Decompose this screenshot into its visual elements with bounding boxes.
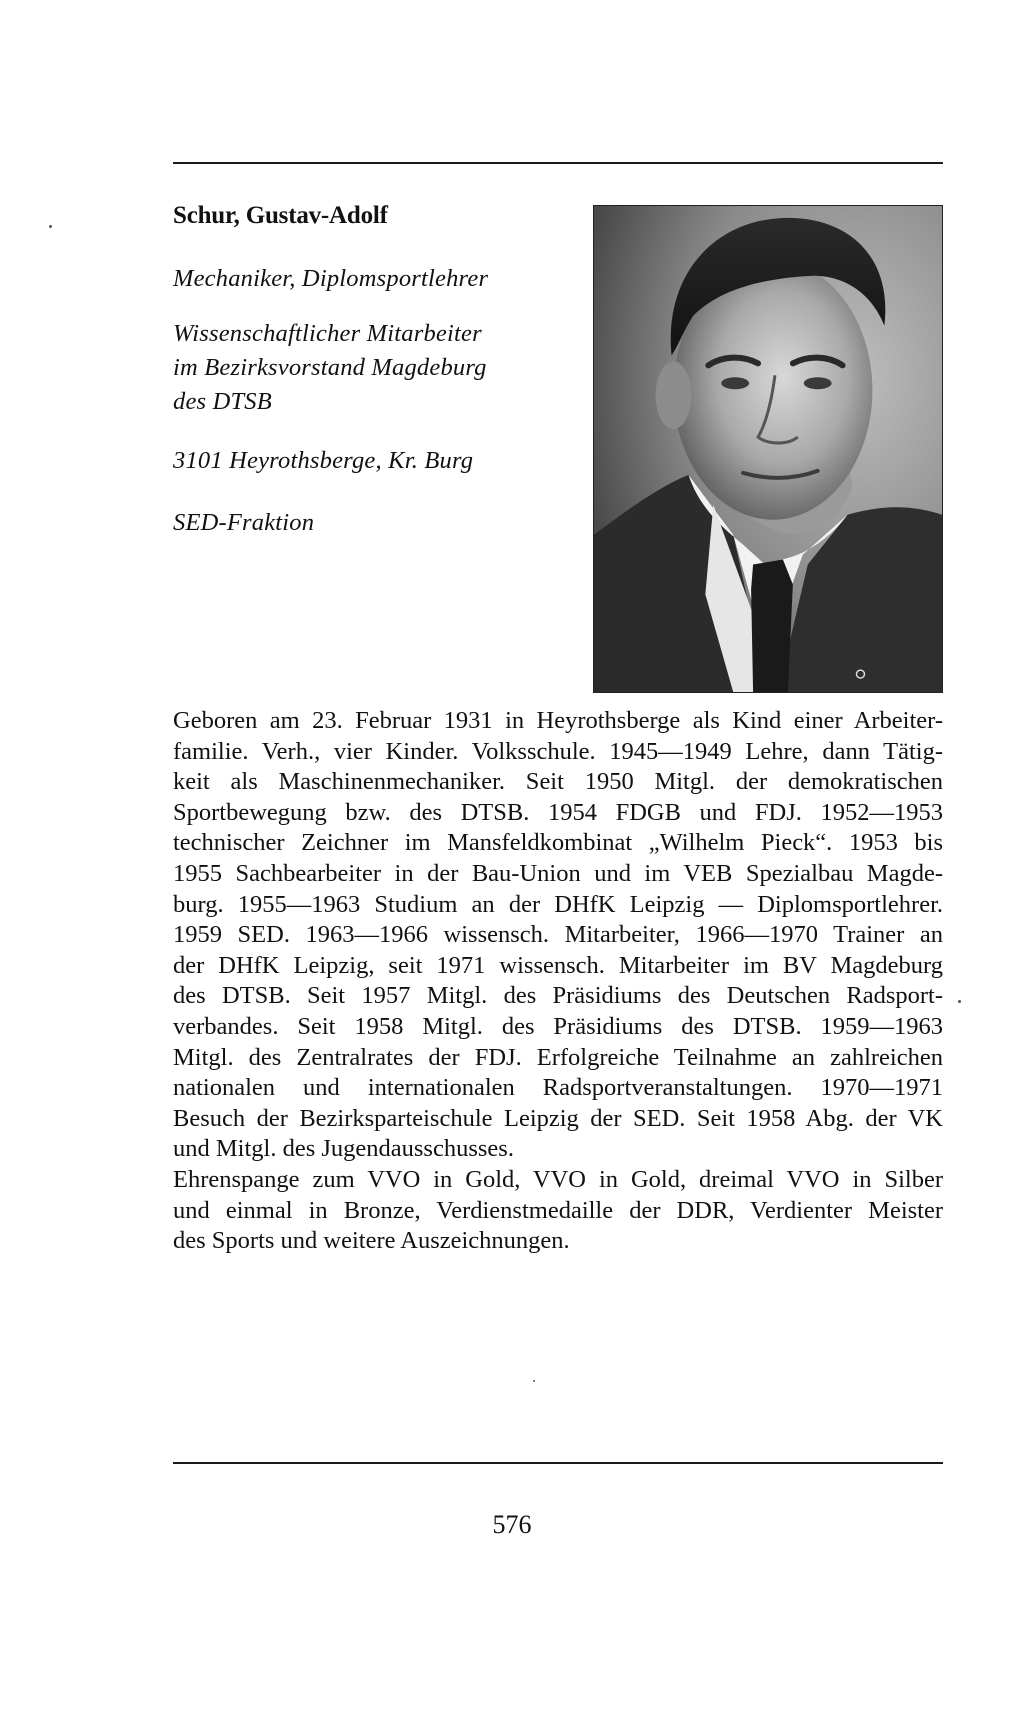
biography-line: 1955 Sachbearbeiter in der Bau-Union und im VEB Spezialbau Magde-	[173, 859, 943, 887]
biography-line: nationalen und internationalen Radsportveranstaltungen. 1970—1971	[173, 1074, 943, 1102]
biography-line: familie. Verh., vier Kinder. Volksschule. 1945—1949 Lehre, dann Tätig-	[173, 737, 943, 765]
biography-line: der DHfK Leipzig, seit 1971 wissensch. Mitarbeiter im BV Magdeburg	[173, 951, 943, 979]
biography-line: burg. 1955—1963 Studium an der DHfK Leipzig — Diplomsportlehrer.	[173, 890, 943, 918]
entry-position	[173, 317, 487, 419]
entry-address: 3101 Heyrothsberge, Kr. Burg	[173, 447, 474, 474]
biography-line: verbandes. Seit 1958 Mitgl. des Präsidiums des DTSB. 1959—1963	[173, 1012, 943, 1040]
scan-speck	[533, 1380, 535, 1382]
biography-line: technischer Zeichner im Mansfeldkombinat „Wilhelm Pieck“. 1953 bis	[173, 829, 943, 857]
biography-line: und Mitgl. des Jugendausschusses.	[173, 1135, 514, 1163]
awards-line: Ehrenspange zum VVO in Gold, VVO in Gold, dreimal VVO in Silber	[173, 1165, 943, 1193]
entry-occupation: Mechaniker, Diplomsportlehrer	[173, 265, 489, 292]
page-number: 576	[492, 1510, 532, 1539]
biography-line: des DTSB. Seit 1957 Mitgl. des Präsidiums des Deutschen Radsport-	[173, 982, 943, 1010]
biography-line: keit als Maschinenmechaniker. Seit 1950 Mitgl. der demokratischen	[173, 768, 943, 796]
bottom-rule	[173, 1462, 943, 1464]
awards-line: des Sports und weitere Auszeichnungen.	[173, 1227, 570, 1255]
entry-position-line: im Bezirksvorstand Magdeburg	[173, 354, 487, 381]
entry-faction: SED-Fraktion	[173, 509, 315, 536]
scan-speck	[958, 1000, 961, 1003]
biography	[173, 706, 943, 1257]
scan-speck	[49, 225, 52, 228]
portrait-photo	[593, 205, 943, 693]
biography-line: Geboren am 23. Februar 1931 in Heyrothsberge als Kind einer Arbeiter-	[173, 707, 943, 734]
entry-position-line: Wissenschaftlicher Mitarbeiter	[173, 320, 482, 347]
portrait-illustration	[594, 206, 942, 692]
biography-line: Sportbewegung bzw. des DTSB. 1954 FDGB und FDJ. 1952—1953	[173, 798, 943, 826]
entry-name: Schur, Gustav-Adolf	[173, 202, 388, 229]
biography-line: Besuch der Bezirksparteischule Leipzig der SED. Seit 1958 Abg. der VK	[173, 1104, 943, 1132]
top-rule	[173, 162, 943, 164]
entry-position-line: des DTSB	[173, 388, 272, 415]
biography-line: Mitgl. des Zentralrates der FDJ. Erfolgreiche Teilnahme an zahlreichen	[173, 1043, 943, 1071]
awards-line: und einmal in Bronze, Verdienstmedaille der DDR, Verdienter Meister	[173, 1196, 943, 1224]
biography-line: 1959 SED. 1963—1966 wissensch. Mitarbeiter, 1966—1970 Trainer an	[173, 921, 943, 949]
